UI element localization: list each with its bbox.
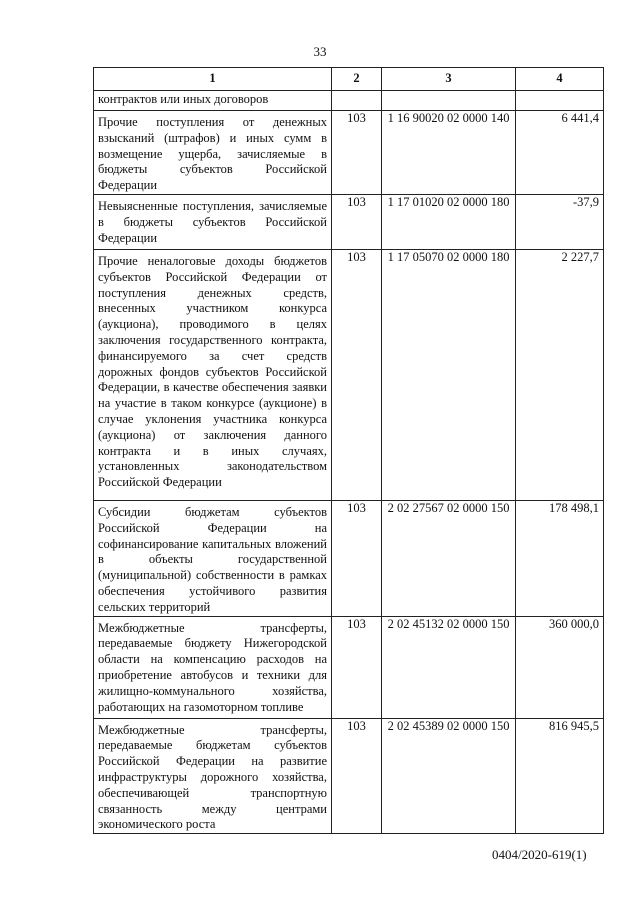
row-admin-code: 103 — [332, 249, 382, 500]
table-row — [94, 718, 604, 834]
row-amount — [516, 91, 604, 111]
row-admin-code: 103 — [332, 616, 382, 718]
column-header-3: 3 — [382, 68, 516, 91]
row-admin-code: 103 — [332, 111, 382, 195]
table-row — [94, 111, 604, 195]
table-row — [94, 616, 604, 718]
row-kbk: 2 02 45389 02 0000 150 — [382, 718, 516, 834]
row-kbk — [382, 91, 516, 111]
table-row — [94, 249, 604, 500]
row-admin-code: 103 — [332, 718, 382, 834]
row-name: Межбюджетные трансферты, передаваемые бюджетам субъектов Российской Федерации на развитие инфраструктуры дорожного хозяйства, обеспечивающей транспортную связанность между центрами экономического роста — [94, 718, 332, 834]
row-admin-code — [332, 91, 382, 111]
row-kbk: 1 17 01020 02 0000 180 — [382, 194, 516, 249]
row-kbk: 2 02 45132 02 0000 150 — [382, 616, 516, 718]
row-name: Прочие неналоговые доходы бюджетов субъектов Российской Федерации от поступления денежных средств, внесенных участником конкурса (аукциона), проводимого в целях заключения государственного контракта, финансируемого за счет средств дорожных фондов субъектов Российской Федерации, в качестве обеспечения заявки на участие в таком конкурсе (аукционе) в случае уклонения участника конкурса (аукциона) от заключения данного контракта и в иных случаях, установленных законодательством Российской Федерации — [94, 249, 332, 500]
row-name: контрактов или иных договоров — [94, 91, 332, 111]
column-header-1: 1 — [94, 68, 332, 91]
row-kbk: 1 17 05070 02 0000 180 — [382, 249, 516, 500]
table-header-row — [94, 68, 604, 91]
table-row-continued — [94, 91, 604, 111]
row-amount: 178 498,1 — [516, 500, 604, 616]
column-header-4: 4 — [516, 68, 604, 91]
row-admin-code: 103 — [332, 500, 382, 616]
row-amount: 360 000,0 — [516, 616, 604, 718]
row-name: Прочие поступления от денежных взысканий (штрафов) и иных сумм в возмещение ущерба, зачисляемые в бюджеты субъектов Российской Федерации — [94, 111, 332, 195]
row-kbk: 2 02 27567 02 0000 150 — [382, 500, 516, 616]
table-row — [94, 194, 604, 249]
row-amount: 2 227,7 — [516, 249, 604, 500]
page-number: 33 — [313, 44, 327, 59]
row-name: Невыясненные поступления, зачисляемые в бюджеты субъектов Российской Федерации — [94, 194, 332, 249]
document-id: 0404/2020-619(1) — [492, 847, 587, 862]
row-admin-code: 103 — [332, 194, 382, 249]
column-header-2: 2 — [332, 68, 382, 91]
row-amount: 816 945,5 — [516, 718, 604, 834]
row-name: Межбюджетные трансферты, передаваемые бюджету Нижегородской области на компенсацию расходов на приобретение автобусов и техники для жилищно-коммунального хозяйства, работающих на газомоторном топливе — [94, 616, 332, 718]
row-amount: -37,9 — [516, 194, 604, 249]
row-kbk: 1 16 90020 02 0000 140 — [382, 111, 516, 195]
table-row — [94, 500, 604, 616]
row-amount: 6 441,4 — [516, 111, 604, 195]
revenue-table — [93, 67, 604, 834]
row-name: Субсидии бюджетам субъектов Российской Федерации на софинансирование капитальных вложений в объекты государственной (муниципальной) собственности в рамках обеспечения устойчивого развития сельских территорий — [94, 500, 332, 616]
